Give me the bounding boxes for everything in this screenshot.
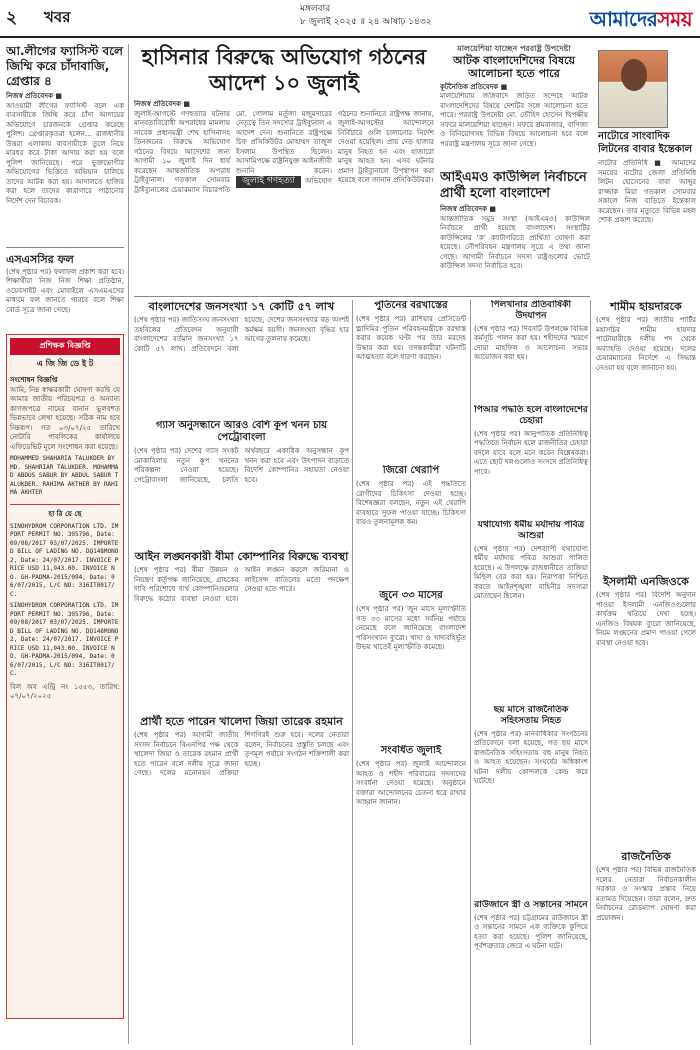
story-headline[interactable]: গ্যাস অনুসন্ধানে আরও বেশি কূপ খনন চায় পেট্রোবাংলা bbox=[155, 420, 328, 443]
day-label: মঙ্গলবার bbox=[300, 4, 331, 14]
byline: নিজস্ব প্রতিবেদক ■ bbox=[6, 92, 62, 100]
logo-part2: সময় bbox=[657, 7, 692, 31]
ad-subheader: এ জি জি ডে ই ট bbox=[36, 358, 94, 368]
lost-notice-title: হা রি য়ে ছে bbox=[48, 509, 82, 518]
story-headline[interactable]: প্রার্থী হতে পারেন খালেদা জিয়া তারেক রহমান bbox=[140, 715, 343, 728]
byline: কূটনৈতিক প্রতিবেদক ■ bbox=[440, 82, 508, 91]
story-body: আওয়ামী লীগের ফ্যাসিস্ট বলে এক ব্যবসায়ীকে জিম্মি করে চাঁদা আদায়ের অভিযোগে চারজনকে গ্রেপ্তার করেছে পুলিশ। গ্রেপ্তারকৃতরা হলেন... রাজধানীর উত্তরা এলাকায় ব্যবসায়ীকে তুলে নিয়ে মারধর করে টাকা আদায় করা হয় বলে পুলিশ জানিয়েছে। পরে ভুক্তভোগীর অভিযোগের ভিত্তিতে অভিযান চালিয়ে তাদের আটক করা হয়। আদালতে হাজির করা হলে তাদের কারাগারে পাঠানোর নির্দেশ দেন বিচারক। bbox=[6, 101, 124, 205]
story-body bbox=[134, 110, 434, 270]
notice-footer: বিল অব এন্ট্রি নং ১৫৫৩, তারিখ: ০৭/০৭/২০২৫ bbox=[10, 682, 120, 701]
pillar-story bbox=[474, 300, 588, 400]
ashura-story bbox=[474, 520, 588, 700]
column-divider bbox=[352, 300, 353, 1045]
byline: নিজস্ব প্রতিবেদক ■ bbox=[440, 205, 496, 213]
column-divider bbox=[128, 44, 129, 1044]
story-body: (শেষ পৃষ্ঠার পর) বিভিন্ন রাজনৈতিক দলের নেতারা নির্বাচনকালীন সরকার ও সংস্কার প্রস্তাব নিয়ে মতামত দিয়েছেন। তারা বলেন, দ্রুত নির্বাচনের রোডম্যাপ ঘোষণা করা প্রয়োজন। bbox=[596, 866, 696, 922]
story-body: (শেষ পৃষ্ঠার পর) জুন মাসে মূল্যস্ফীতি গত ৩৩ মাসের মধ্যে সর্বনিম্ন পর্যায়ে নেমেছে বলে জানিয়েছে বাংলাদেশ পরিসংখ্যান ব্যুরো। খাদ্য ও খাদ্যবহির্ভূত উভয় খাতেই মূল্যস্ফীতি কমেছে। bbox=[356, 605, 466, 651]
divider bbox=[10, 504, 120, 505]
column-divider bbox=[590, 300, 591, 1045]
story-headline[interactable]: আইন লঙ্ঘনকারী বীমা কোম্পানির বিরুদ্ধে ব্যবস্থা bbox=[134, 550, 349, 563]
divider bbox=[6, 247, 124, 248]
story-headline[interactable]: নাটোরে সাংবাদিক লিটনের বাবার ইন্তেকাল bbox=[598, 131, 693, 155]
story-body: মালয়েশিয়ায় জঙ্গিবাদে জড়িত সন্দেহে আটক বাংলাদেশিদের বিষয়ে দেশটির সঙ্গে আলোচনা হতে পারে। পররাষ্ট্র উপদেষ্টা মো. তৌহিদ হোসেন দ্বিপক্ষীয় সফরে মালয়েশিয়া যাচ্ছেন। সফরে শ্রমবাজার, বাণিজ্য ও বিনিয়োগসহ বিভিন্ন বিষয়ে আলোচনা হবে বলে পররাষ্ট্র মন্ত্রণালয় সূত্রে জানা গেছে। bbox=[440, 92, 588, 148]
lost-notice-body: SINOHYDROM CORPORATION LTD. IMPORT PERMIT NO. 395796, Date: 09/08/2017 03/07/2025. IMPORTED BILL OF LADING NO. DQ148MONO2, Date: 24/07/2017. INVOICE PRICE USD 11,943.00. INVOICE NO. GH-PADMA-2015/094, Date: 06/07/2015, L/C NO: 316IT0017/C. bbox=[10, 522, 119, 598]
logo-part1: আমাদের bbox=[589, 7, 658, 31]
july-story bbox=[356, 745, 466, 1045]
masthead bbox=[0, 0, 700, 38]
divider bbox=[134, 296, 590, 297]
story-body: নাটোর প্রতিনিধি ■ আমাদের সময়ের নাটোর জেলা প্রতিনিধি লিটন হোসেনের বাবা আব্দুর রাজ্জাক মিয়া গতকাল সোমবার সকালে নিজ বাড়িতে ইন্তেকাল করেছেন। তার মৃত্যুতে বিভিন্ন মহল শোক প্রকাশ করেছে। bbox=[598, 159, 696, 224]
story-headline[interactable]: যথাযোগ্য ধর্মীয় মর্যাদায় পবিত্র আশুরা bbox=[477, 520, 585, 541]
zero-story bbox=[356, 465, 466, 585]
story-body: (শেষ পৃষ্ঠার পর) বীমা উন্নয়ন ও নিয়ন্ত্রণ কর্তৃপক্ষ জানিয়েছে, গ্রাহকের দাবি পরিশোধে ব্যর্থ কোম্পানিগুলোর বিরুদ্ধে কঠোর ব্যবস্থা নেওয়া হবে। আইন লঙ্ঘন করলে জরিমানা ও লাইসেন্স বাতিলের মতো পদক্ষেপ নেওয়া হতে পারে। bbox=[134, 566, 349, 603]
pr-story bbox=[474, 405, 588, 515]
notice-body: আমি, নিম্ন স্বাক্ষরকারী ঘোষণা করছি যে আমার জাতীয় পরিচয়পত্র ও অন্যান্য কাগজপত্রে নামের বানান ভুলবশত ভিন্নভাবে লেখা হয়েছে। সঠিক নাম হবে নিম্নরূপ। গত ০৩/০৭/২৫ তারিখে নোটারি পাবলিকের কার্যালয়ে এফিডেভিট মূলে সংশোধন করা হয়েছে। bbox=[10, 385, 120, 451]
story-headline[interactable]: আইএমও কাউন্সিল নির্বাচনে প্রার্থী হলো বাংলাদেশ bbox=[440, 170, 587, 201]
story-body: (শেষ পৃষ্ঠার পর) জাতিসংঘ জনসংখ্যা তহবিলের প্রতিবেদন অনুযায়ী বাংলাদেশের বর্তমান জনসংখ্যা ১৭ কোটি ৫৭ লাখ। প্রতিবেদনে বলা হয়েছে, দেশের জনসংখ্যার বড় অংশই কর্মক্ষম বয়সী। জনসংখ্যা বৃদ্ধির হার আগের তুলনায় কমেছে। bbox=[134, 316, 349, 353]
story-headline[interactable]: রাজনৈতিক bbox=[621, 850, 671, 863]
story-body: (শেষ পৃষ্ঠার পর) আগামী জাতীয় সংসদ নির্বাচনে বিএনপির পক্ষ থেকে খালেদা জিয়া ও তারেক রহমান প্রার্থী হতে পারেন বলে দলীয় সূত্রে জানা গেছে। দলের মনোনয়ন প্রক্রিয়া শিগগিরই শুরু হবে। দলের নেতারা বলেন, নির্বাচনের প্রস্তুতি চলছে এবং তৃণমূল পর্যায়ে সংগঠন শক্তিশালী করা হচ্ছে। bbox=[134, 731, 349, 778]
story-headline[interactable]: আ.লীগের ফ্যাসিস্ট বলে জিম্মি করে চাঁদাবাজি, গ্রেপ্তার ৪ bbox=[6, 44, 123, 88]
classified-ads bbox=[6, 334, 124, 1019]
ngo-story bbox=[596, 575, 696, 845]
story-headline[interactable]: ইসলামী এনজিওকে bbox=[603, 575, 689, 588]
story-body: (শেষ পৃষ্ঠার পর) দেশের গ্যাস সংকট মোকাবিলায় নতুন কূপ খননের পরিকল্পনা নেওয়া হয়েছে। পেট্রোবাংলা জানিয়েছে, চলতি অর্থবছরে একাধিক অনুসন্ধান কূপ খনন করা হবে এবং উৎপাদন বাড়াতে বিদেশি কোম্পানির সহায়তা নেওয়া হবে। bbox=[134, 447, 349, 484]
shamim-story bbox=[596, 300, 696, 570]
story-headline[interactable]: ছয় মাসে রাজনৈতিক সহিংসতায় নিহত bbox=[493, 705, 569, 726]
population-story bbox=[134, 300, 349, 415]
byline: নিজস্ব প্রতিবেদক ■ bbox=[134, 100, 190, 108]
main-headline[interactable]: হাসিনার বিরুদ্ধে অভিযোগ গঠনের আদেশ ১০ জুলাই bbox=[141, 45, 427, 95]
portrait-face bbox=[621, 59, 647, 91]
imo-council-story bbox=[440, 170, 590, 300]
politics-story bbox=[596, 850, 696, 1045]
page-number: ২ bbox=[6, 8, 18, 28]
lost-notice-body: SINOHYDROM CORPORATION LTD. IMPORT PERMIT NO. 395796, Date: 09/08/2017 03/07/2025. IMPORTED BILL OF LADING NO. DQ148MONO2, Date: 24/07/2017. INVOICE PRICE USD 11,943.00. INVOICE NO. GH-PADMA-2015/094, Date: 06/07/2015, L/C NO: 316IT0017/C. bbox=[10, 602, 119, 678]
raozan-story bbox=[474, 900, 588, 1045]
story-headline[interactable]: জিরো থেরাপি bbox=[382, 465, 440, 476]
story-headline[interactable]: জুনে ৩৩ মাসের bbox=[379, 590, 443, 601]
notice-title: সংশোধন বিজ্ঞপ্তি bbox=[10, 375, 58, 384]
story-body: আন্তর্জাতিক সমুদ্র সংস্থা (আইএমও) কাউন্সিল নির্বাচনে প্রার্থী হয়েছে বাংলাদেশ। সংস্থাটির কাউন্সিলের ‘ক’ ক্যাটাগরিতে প্রার্থিতা ঘোষণা করা হয়েছে। নৌপরিবহন মন্ত্রণালয় সূত্রে এ তথ্য জানা গেছে। আগামী নির্বাচনে সদস্য রাষ্ট্রগুলোর ভোটে কাউন্সিল সদস্য নির্বাচিত হবে। bbox=[440, 214, 590, 270]
story-body: (শেষ পৃষ্ঠার পর) ফলাফল প্রকাশ করা হবে। শিক্ষার্থীরা নিজ নিজ শিক্ষা প্রতিষ্ঠান, ওয়েবসাইট এবং মোবাইলে এসএমএসের মাধ্যমে ফল জানতে পারবে বলে শিক্ষা বোর্ড সূত্রে জানা গেছে। bbox=[6, 267, 124, 314]
story-headline[interactable]: রাউজানে স্ত্রী ও সন্তানের সামনে bbox=[474, 900, 588, 910]
story-body: (শেষ পৃষ্ঠার পর) দেশব্যাপী যথাযোগ্য ধর্মীয় মর্যাদায় পবিত্র আশুরা পালিত হয়েছে। এ উপলক্ষে রাজধানীতে তাজিয়া মিছিল বের করা হয়। নিরাপত্তা নিশ্চিত করতে আইনশৃঙ্খলা বাহিনীর সদস্যরা মোতায়েন ছিলেন। bbox=[474, 544, 588, 601]
story-body: (শেষ পৃষ্ঠার পর) জুলাই আন্দোলনে আহত ও শহীদ পরিবারের সদস্যদের সংবর্ধনা দেওয়া হয়েছে। অনুষ্ঠানে বক্তারা আন্দোলনের চেতনা ধরে রাখার আহ্বান জানান। bbox=[356, 760, 466, 806]
obituary-story bbox=[598, 130, 696, 300]
story-headline[interactable]: সংবর্ধিত জুলাই bbox=[380, 745, 442, 756]
story-headline[interactable]: আটক বাংলাদেশিদের বিষয়ে আলোচনা হতে পারে bbox=[453, 53, 575, 80]
left-column bbox=[6, 44, 124, 1044]
story-body: (শেষ পৃষ্ঠার পর) আনুপাতিক প্রতিনিধিত্ব পদ্ধতিতে নির্বাচন হলে রাজনীতির চেহারা বদলে যাবে বলে মনে করেন বিশ্লেষকরা। এতে ছোট দলগুলোও সংসদে প্রতিনিধিত্ব পাবে। bbox=[474, 429, 588, 476]
story-tag: জুলাই গণহত্যা bbox=[236, 176, 301, 188]
insurance-story bbox=[134, 550, 349, 710]
story-headline[interactable]: এসএসসির ফল bbox=[6, 252, 74, 266]
story-headline[interactable]: পুতিনের বরখাস্তের bbox=[374, 300, 448, 311]
newspaper-logo[interactable] bbox=[590, 5, 692, 38]
story-body: (শেষ পৃষ্ঠার পর) এই পদ্ধতিতে রোগীদের চিকিৎসা দেওয়া হচ্ছে। বিশেষজ্ঞরা বলছেন, নতুন এই থেরাপি ব্যবহারে সুফল পাওয়া যাচ্ছে। চিকিৎসা ব্যয়ও তুলনামূলক কম। bbox=[356, 480, 466, 526]
story-body: (শেষ পৃষ্ঠার পর) রাশিয়ার প্রেসিডেন্ট ভ্লাদিমির পুতিন পরিবহনমন্ত্রীকে বরখাস্ত করার কয়েক ঘণ্টা পর তার মরদেহ উদ্ধার করা হয়। তদন্তকারীরা ঘটনাটি আত্মহত্যা বলে ধারণা করছেন। bbox=[356, 315, 466, 361]
story-body-part2: অভিযোগ গঠনের শুনানিতে রাষ্ট্রপক্ষ জানায়, জুলাই-আগস্টের আন্দোলনে নির্বিচারে গুলি চালানোর নির্দেশ দেওয়া হয়েছিল। প্রায় দেড় হাজার মানুষ নিহত হন এবং হাজারো মানুষ আহত হন। এসব ঘটনার প্রমাণ ট্রাইব্যুনালে উপস্থাপন করা হয়েছে বলে জানান প্রসিকিউটররা। bbox=[305, 109, 434, 185]
date-block bbox=[300, 3, 460, 29]
story-body-part1: জুলাই-আগস্টে গণহত্যার ঘটনায় মানবতাবিরোধী অপরাধের মামলায় সাবেক প্রধানমন্ত্রী শেখ হাসিনাসহ তিনজনের বিরুদ্ধে অভিযোগ গঠনের বিষয়ে আদেশের জন্য আগামী ১০ জুলাই দিন ধার্য করেছেন আন্তর্জাতিক অপরাধ ট্রাইব্যুনাল। গতকাল সোমবার ট্রাইব্যুনালের চেয়ারম্যান বিচারপতি মো. গোলাম মর্তূজা মজুমদারের নেতৃত্বে তিন সদস্যের ট্রাইব্যুনাল এ আদেশ দেন। শুনানিতে রাষ্ট্রপক্ষে চিফ প্রসিকিউটর মোহাম্মদ তাজুল ইসলাম উপস্থিত ছিলেন। আসামিপক্ষে রাষ্ট্রনিযুক্ত আইনজীবী শুনানি করেন। bbox=[134, 109, 332, 194]
portrait-photo bbox=[598, 50, 668, 128]
column-divider bbox=[470, 300, 471, 1045]
ad-header: প্রশিক্ষক বিজ্ঞপ্তি bbox=[10, 338, 120, 355]
story-headline[interactable]: বাংলাদেশের জনসংখ্যা ১৭ কোটি ৫৭ লাখ bbox=[148, 300, 335, 313]
story-headline[interactable]: পিআর পদ্ধতি হলে বাংলাদেশের চেহারা bbox=[474, 405, 588, 426]
section-name: খবর bbox=[44, 8, 71, 26]
putin-story bbox=[356, 300, 466, 460]
story-body: (শেষ পৃষ্ঠার পর) দিবসটি উপলক্ষে বিভিন্ন কর্মসূচি পালন করা হয়। শহীদদের স্মরণে দোয়া মাহফিল ও আলোচনা সভার আয়োজন করা হয়। bbox=[474, 324, 588, 362]
story-body: (শেষ পৃষ্ঠার পর) বিদেশি অনুদান পাওয়া ইসলামী এনজিওগুলোর কার্যক্রম খতিয়ে দেখা হচ্ছে। এনজিও বিষয়ক ব্যুরো জানিয়েছে, নিয়ম লঙ্ঘনের প্রমাণ পাওয়া গেলে ব্যবস্থা নেওয়া হবে। bbox=[596, 591, 696, 647]
date-line: ৮ জুলাই ২০২৫ ॥ ২৪ আষাঢ় ১৪৩২ bbox=[300, 17, 432, 27]
story-headline[interactable]: শামীম হায়দারকে bbox=[610, 300, 682, 313]
violence-story bbox=[474, 705, 588, 895]
june-story bbox=[356, 590, 466, 740]
notice-names: MOHAMMED SHAHARIA TALUKDER BY MD. SHAHRIAR TALUKDER. MOHAMMAD ABDUS SABUR BY ABDUL SABUR TALUKDER. RAHIMA AKTHER BY RAHIMA AKHTER bbox=[10, 455, 119, 497]
story-body: (শেষ পৃষ্ঠার পর) চট্টগ্রামের রাউজানে স্ত্রী ও সন্তানের সামনে এক ব্যক্তিকে কুপিয়ে হত্যা করা হয়েছে। পুলিশ জানিয়েছে, পূর্বশত্রুতার জেরে এ ঘটনা ঘটে। bbox=[474, 913, 588, 951]
story-body: (শেষ পৃষ্ঠার পর) মানবাধিকার সংগঠনের প্রতিবেদনে বলা হয়েছে, গত ছয় মাসে রাজনৈতিক সহিংসতায় বহু মানুষ নিহত ও আহত হয়েছেন। সংঘর্ষের অধিকাংশ ঘটনা দলীয় কোন্দলকে কেন্দ্র করে ঘটেছে। bbox=[474, 729, 588, 786]
gas-story bbox=[134, 420, 349, 545]
tarique-story bbox=[134, 715, 349, 1045]
story-kicker: মালয়েশিয়া যাচ্ছেন পররাষ্ট্র উপদেষ্টা bbox=[457, 44, 571, 53]
story-body: (শেষ পৃষ্ঠার পর) জাতীয় পার্টির মহাসচিব শামীম হায়দার পাটোয়ারীকে দলীয় পদ থেকে অব্যাহতি দেওয়া হয়েছে। দলের চেয়ারম্যানের নির্দেশে এ সিদ্ধান্ত নেওয়া হয় বলে জানানো হয়। bbox=[596, 316, 696, 372]
main-story bbox=[134, 100, 434, 270]
story-headline[interactable]: পিলখানার প্রতিবার্ষিকী উদযাপন bbox=[490, 300, 572, 321]
